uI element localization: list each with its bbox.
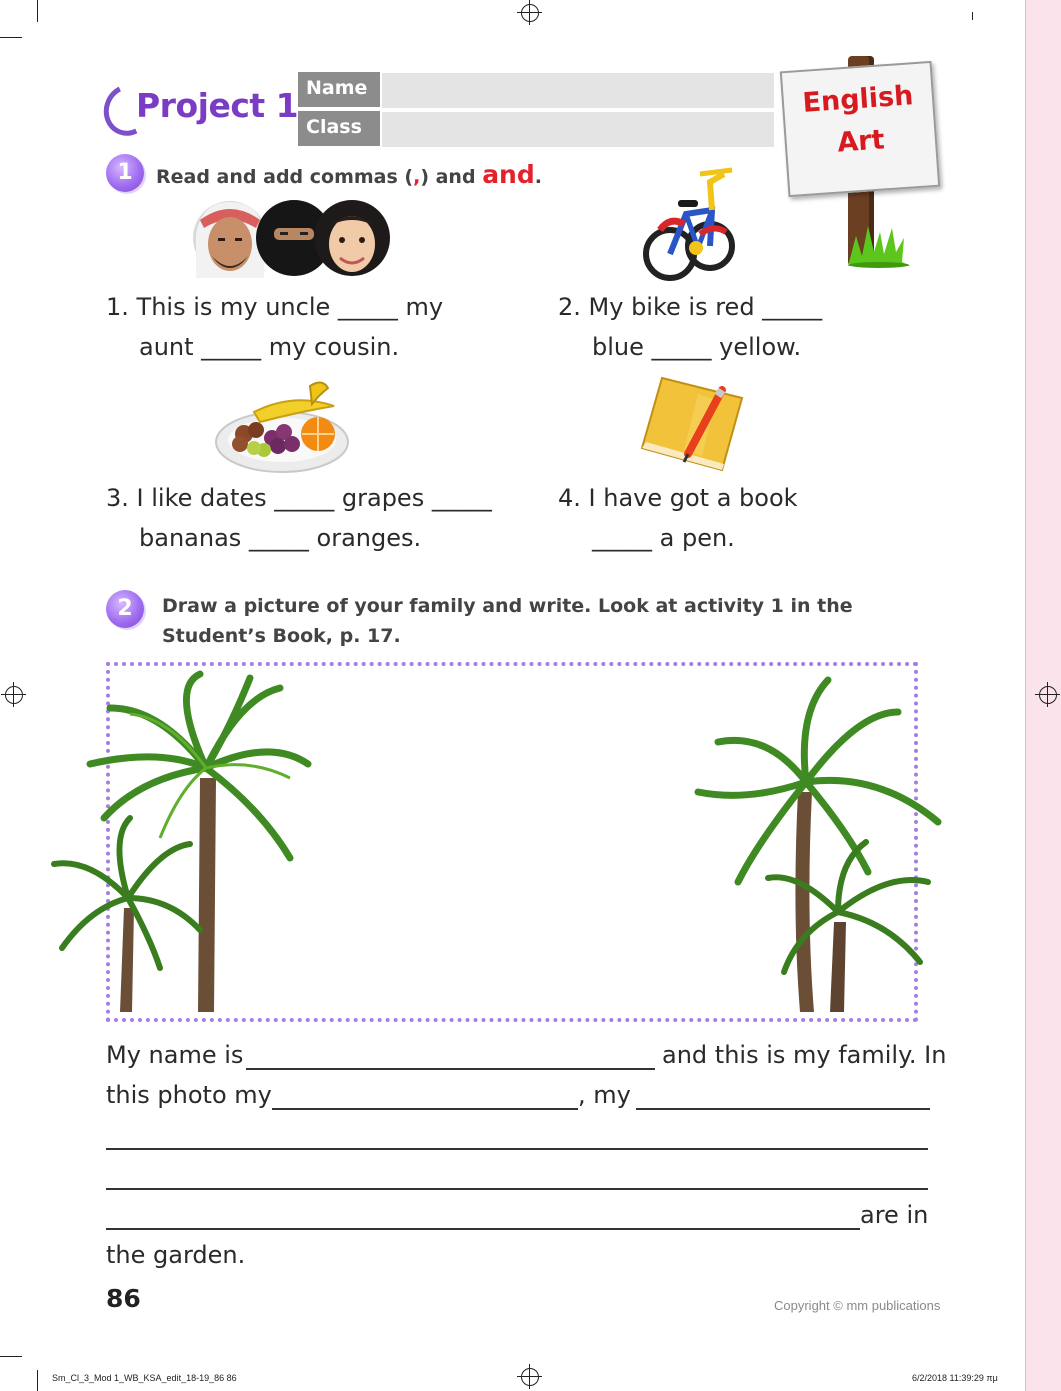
class-field[interactable] <box>382 112 774 147</box>
registration-mark-icon <box>521 4 539 22</box>
grass-icon <box>846 222 912 268</box>
sentence-3-line-2: bananas _____ oranges. <box>139 524 422 552</box>
sentence-3-line-1: 3. I like dates _____ grapes _____ <box>106 484 492 512</box>
page-number: 86 <box>106 1284 141 1313</box>
subject-sign <box>780 61 940 197</box>
registration-mark-icon <box>1039 686 1057 704</box>
name-field[interactable] <box>382 73 774 108</box>
sentence-1-line-2: aunt _____ my cousin. <box>139 333 400 361</box>
crop-mark <box>972 12 973 20</box>
writing-row-2-mid: , my <box>578 1081 631 1109</box>
copyright-notice: Copyright © mm publications <box>774 1298 941 1313</box>
name-label: Name <box>298 72 380 107</box>
writing-blank[interactable] <box>246 1068 655 1070</box>
registration-mark-icon <box>521 1368 539 1386</box>
bike-image <box>640 164 738 284</box>
writing-blank[interactable] <box>106 1188 928 1190</box>
writing-row-2-start: this photo my <box>106 1081 272 1109</box>
fruit-plate-image <box>214 372 354 476</box>
registration-mark-icon <box>5 686 23 704</box>
crop-mark <box>37 0 38 22</box>
writing-blank[interactable] <box>272 1108 578 1110</box>
palm-tree-left-icon <box>50 668 312 1012</box>
sentence-2-line-2: blue _____ yellow. <box>592 333 802 361</box>
sign-line-english: English <box>801 80 915 119</box>
page-title: Project 1 <box>136 86 299 125</box>
exercise-1-badge: 1 <box>106 154 144 192</box>
exercise-2-instruction-line-2: Student’s Book, p. 17. <box>162 625 401 647</box>
page-edge-line <box>1025 0 1026 1391</box>
writing-blank[interactable] <box>636 1108 930 1110</box>
sign-line-art: Art <box>836 124 886 159</box>
crop-mark <box>0 1356 22 1357</box>
writing-row-5-end: are in <box>860 1201 929 1229</box>
writing-row-1-end: and this is my family. In <box>662 1041 947 1069</box>
exercise-2-badge: 2 <box>106 590 144 628</box>
crop-mark <box>37 1370 38 1391</box>
print-slug-file: Sm_Cl_3_Mod 1_WB_KSA_edit_18-19_86 86 <box>52 1373 237 1383</box>
family-faces-image <box>190 198 392 280</box>
writing-row-1-start: My name is <box>106 1041 244 1069</box>
crop-mark <box>0 37 22 38</box>
exercise-1-instruction: Read and add commas (,) and and. <box>156 160 542 189</box>
palm-tree-right-icon <box>688 672 952 1012</box>
exercise-2-instruction-line-1: Draw a picture of your family and write. Look at activity 1 in the <box>162 595 853 617</box>
sentence-4-line-1: 4. I have got a book <box>558 484 798 512</box>
class-label: Class <box>298 111 380 146</box>
book-and-pen-image <box>638 374 744 474</box>
writing-row-6: the garden. <box>106 1241 246 1269</box>
writing-blank[interactable] <box>106 1148 928 1150</box>
print-slug-date: 6/2/2018 11:39:29 πμ <box>912 1373 998 1383</box>
sentence-2-line-1: 2. My bike is red _____ <box>558 293 823 321</box>
sentence-1-line-1: 1. This is my uncle _____ my <box>106 293 444 321</box>
sentence-4-line-2: _____ a pen. <box>592 524 735 552</box>
writing-blank[interactable] <box>106 1228 860 1230</box>
